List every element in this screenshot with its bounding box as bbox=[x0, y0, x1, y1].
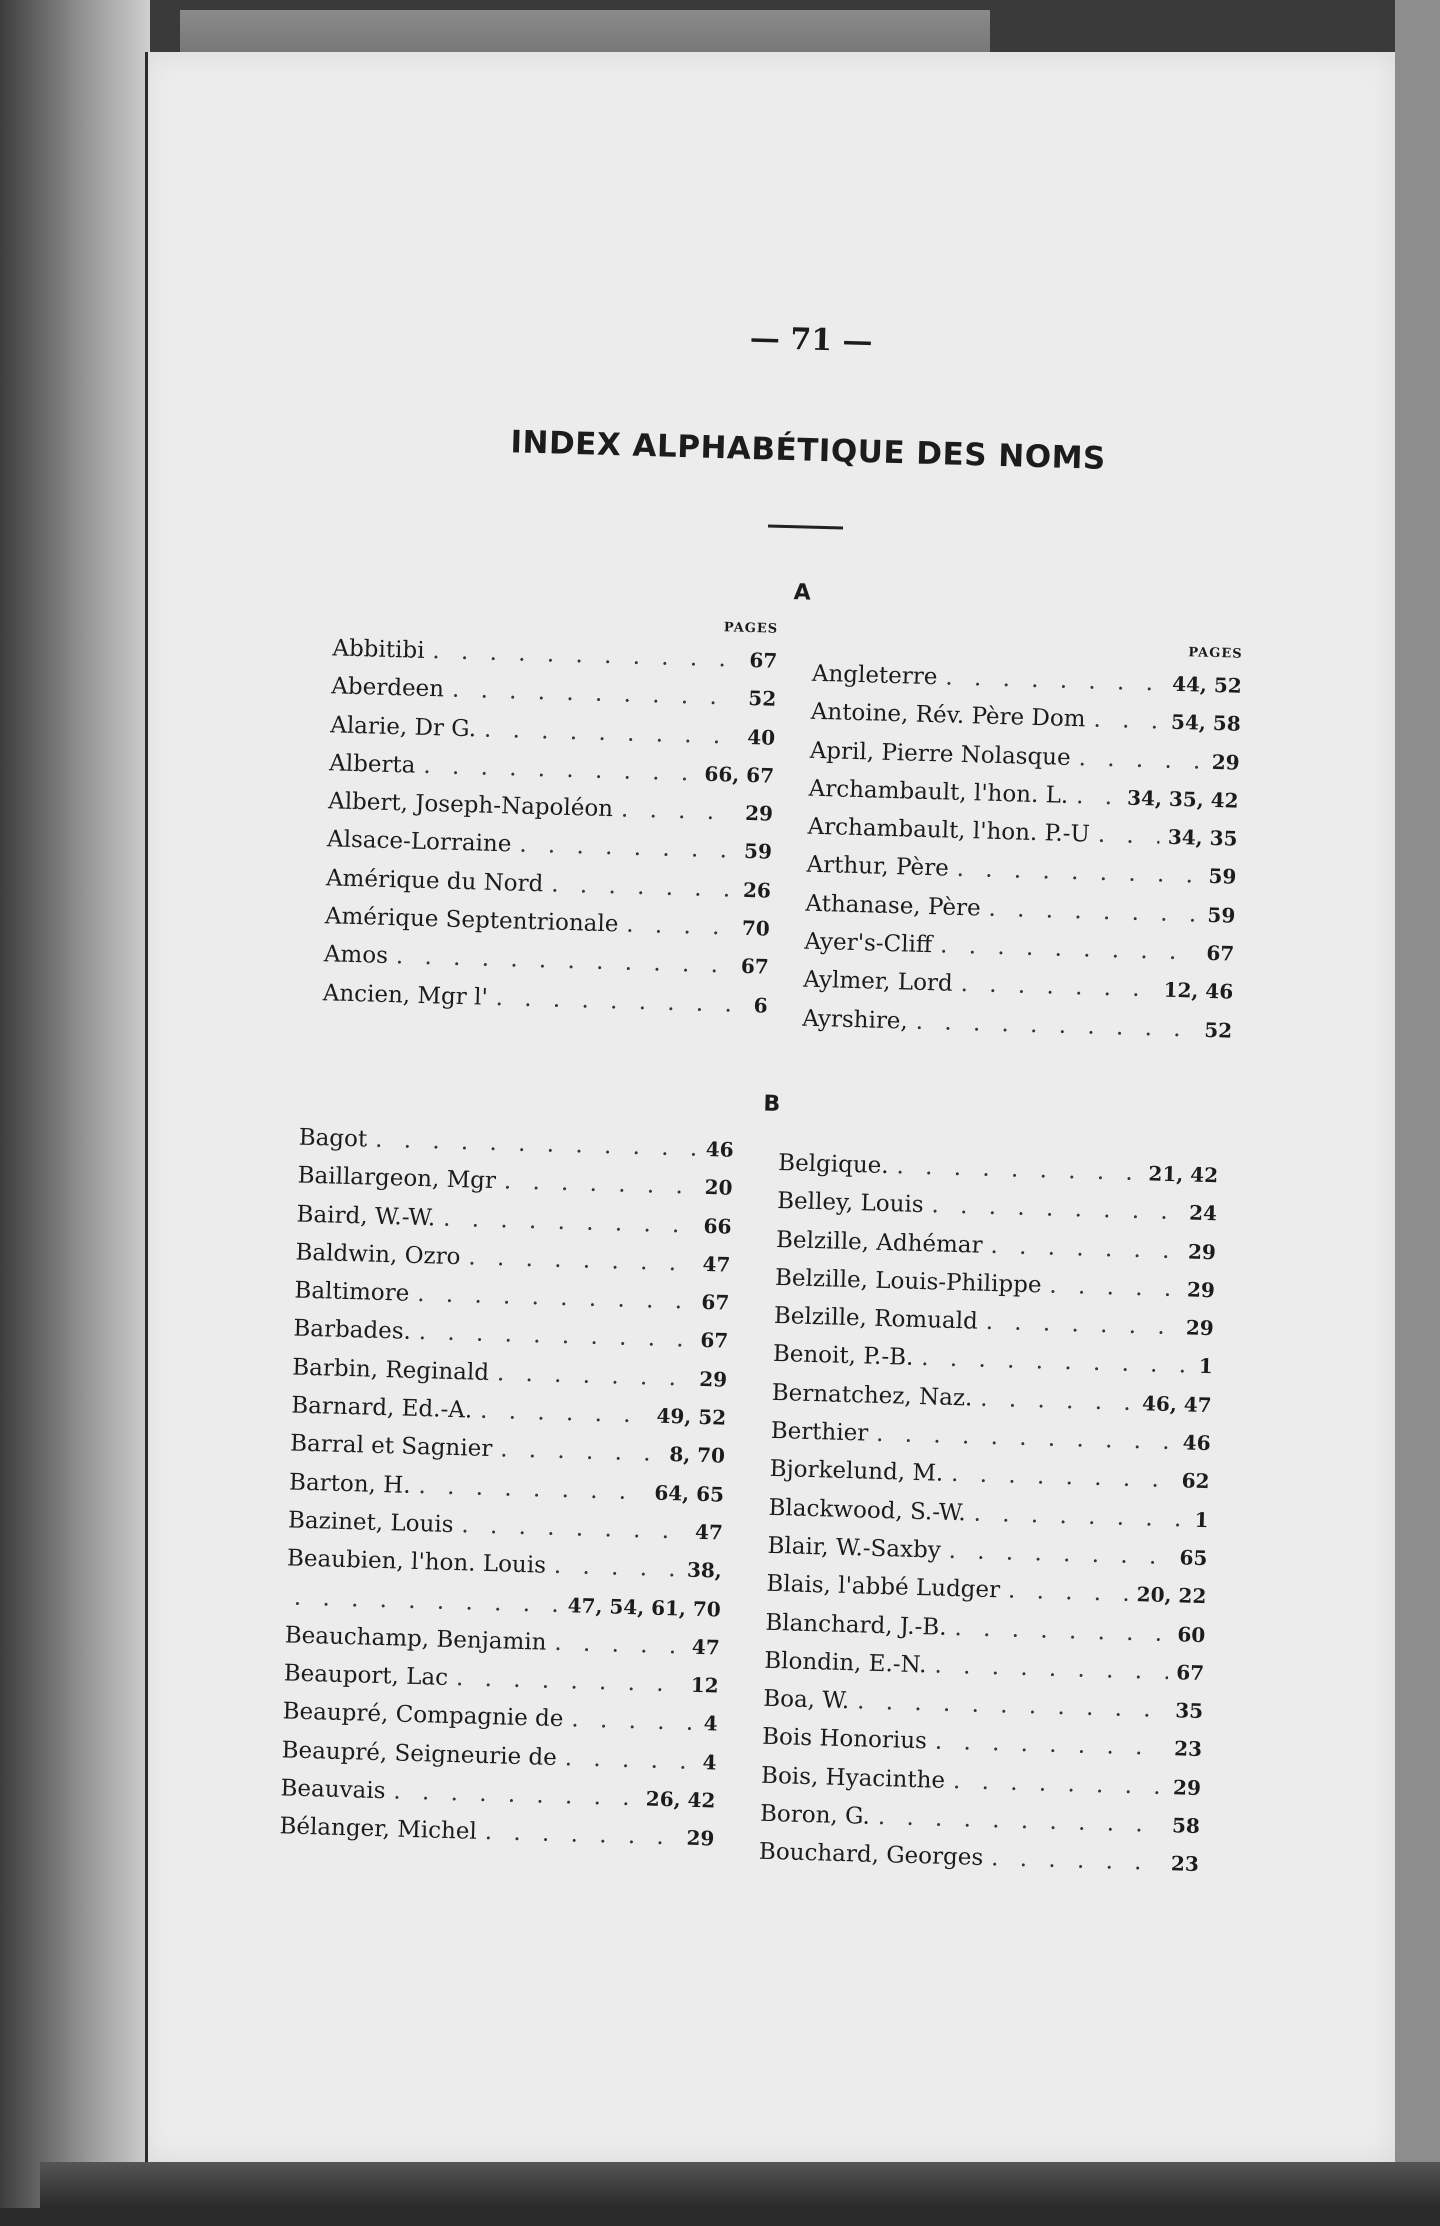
index-entry-pages: 20 bbox=[704, 1175, 733, 1201]
index-entry-pages: 26, 42 bbox=[645, 1786, 716, 1813]
index-entry-pages: 52 bbox=[1203, 1017, 1233, 1043]
index-entry-pages: 58 bbox=[1171, 1813, 1201, 1839]
index-entry-name: Belley, Louis bbox=[776, 1188, 924, 1219]
index-entry-pages: 8, 70 bbox=[669, 1442, 726, 1468]
dot-leader bbox=[935, 1729, 1167, 1761]
index-entry-name: Amos bbox=[323, 941, 389, 970]
index-entry-name: Baird, W.-W. bbox=[296, 1201, 436, 1232]
index-entry-pages: 29 bbox=[1211, 749, 1240, 775]
dot-leader bbox=[960, 971, 1156, 1002]
index-entry-pages: 67 bbox=[1206, 940, 1235, 966]
page-title: INDEX ALPHABÉTIQUE DES NOMS bbox=[510, 424, 1107, 477]
index-entry-name: Beauvais bbox=[280, 1775, 386, 1805]
dot-leader bbox=[956, 856, 1201, 889]
index-entry-pages: 59 bbox=[743, 839, 773, 865]
index-entry-pages: 66, 67 bbox=[704, 761, 775, 788]
index-entry-name: Athanase, Père bbox=[805, 890, 981, 922]
dot-leader bbox=[953, 1768, 1166, 1800]
index-entry-name: Bazinet, Louis bbox=[287, 1507, 454, 1539]
index-entry-name: Belzille, Romuald bbox=[773, 1303, 979, 1335]
dot-leader bbox=[896, 1153, 1141, 1186]
dot-leader bbox=[1093, 707, 1163, 735]
dot-leader bbox=[988, 896, 1200, 928]
dot-leader bbox=[564, 1745, 694, 1775]
index-entry-name: Belgique. bbox=[777, 1149, 889, 1180]
index-entry-pages: 67 bbox=[700, 1328, 729, 1354]
dot-leader bbox=[934, 1652, 1169, 1685]
index-entry-name: Angleterre bbox=[811, 660, 938, 691]
index-entry-name: Ayrshire, bbox=[801, 1005, 909, 1035]
dot-leader bbox=[621, 797, 738, 826]
index-entry-pages: 46 bbox=[705, 1136, 734, 1162]
dot-leader bbox=[571, 1707, 696, 1736]
index-entry-name: Belzille, Louis-Philippe bbox=[774, 1264, 1042, 1299]
index-entry-name: Alberta bbox=[328, 750, 416, 779]
dot-leader bbox=[484, 1819, 678, 1850]
index-entry-pages: 47 bbox=[691, 1634, 721, 1660]
index-entry-name: Blackwood, S.-W. bbox=[768, 1494, 967, 1527]
index-entry-pages: 12, 46 bbox=[1163, 978, 1234, 1004]
index-entry-pages: 54, 58 bbox=[1170, 710, 1242, 737]
index-entry-pages: 1 bbox=[1194, 1507, 1209, 1532]
index-entry-name: Boa, W. bbox=[762, 1685, 850, 1715]
index-entry-name: Baltimore bbox=[294, 1277, 410, 1307]
index-entry-name: Benoit, P.-B. bbox=[772, 1341, 914, 1372]
index-entry-name: Bernatchez, Naz. bbox=[771, 1379, 973, 1412]
index-entry-pages: 59 bbox=[1207, 902, 1236, 928]
index-entry-name: Barton, H. bbox=[288, 1469, 411, 1499]
index-entry-name: Archambault, l'hon. P.-U bbox=[807, 813, 1091, 848]
index-entry-name: Alsace-Lorraine bbox=[326, 826, 512, 858]
dot-leader bbox=[991, 1846, 1164, 1877]
index-entry-pages: 46 bbox=[1182, 1430, 1211, 1456]
index-entry-name: Bélanger, Michel bbox=[279, 1813, 478, 1846]
index-entry-name: Ayer's-Cliff bbox=[804, 928, 933, 959]
dot-leader bbox=[985, 1309, 1178, 1340]
index-entry-pages: 24 bbox=[1188, 1200, 1218, 1226]
index-entry-name: Blair, W.-Saxby bbox=[767, 1532, 942, 1564]
index-entry-name: Abbitibi bbox=[332, 635, 425, 664]
index-entry-pages: 66 bbox=[703, 1213, 732, 1239]
index-entry-name: Beaupré, Compagnie de bbox=[282, 1698, 564, 1733]
index-entry-pages: 64, 65 bbox=[654, 1480, 725, 1507]
index-entry-pages: 29 bbox=[1186, 1277, 1216, 1303]
index-entry-pages: 60 bbox=[1177, 1621, 1206, 1647]
index-entry-name: Barnard, Ed.-A. bbox=[290, 1392, 473, 1424]
index-entry-name: Amérique du Nord bbox=[325, 865, 544, 898]
index-entry-pages: 34, 35, 42 bbox=[1126, 785, 1239, 813]
index-entry-name: Berthier bbox=[770, 1417, 869, 1447]
dot-leader bbox=[461, 1512, 687, 1544]
index-entry-pages: 29 bbox=[1172, 1774, 1202, 1800]
index-entry-pages: 44, 52 bbox=[1171, 671, 1243, 698]
dot-leader bbox=[504, 1169, 698, 1200]
index-entry-pages: 67 bbox=[701, 1290, 730, 1315]
index-entry-pages: 67 bbox=[1176, 1660, 1205, 1685]
section-a-left-column bbox=[322, 620, 779, 1030]
index-entry-pages: 70 bbox=[741, 915, 771, 941]
title-rule bbox=[768, 524, 843, 529]
section-b-right-column bbox=[758, 1150, 1218, 1890]
dot-leader bbox=[980, 1385, 1134, 1415]
index-entry-pages: 23 bbox=[1170, 1851, 1200, 1877]
index-entry-pages: 29 bbox=[686, 1826, 715, 1851]
index-entry-pages: 38, bbox=[686, 1557, 723, 1583]
dot-leader bbox=[519, 832, 736, 864]
section-letter-a: A bbox=[793, 580, 812, 606]
dot-leader bbox=[626, 912, 734, 941]
index-entry-name: Ancien, Mgr l' bbox=[322, 979, 489, 1011]
dot-leader bbox=[1098, 822, 1161, 850]
index-entry-name: Bouchard, Georges bbox=[758, 1839, 984, 1872]
section-a-right-column bbox=[801, 645, 1243, 1056]
dot-leader bbox=[393, 1779, 638, 1812]
dot-leader bbox=[375, 1127, 698, 1162]
index-entry-pages: 46, 47 bbox=[1141, 1391, 1212, 1417]
index-entry-pages: 52 bbox=[748, 686, 777, 712]
index-entry-name: Albert, Joseph-Napoléon bbox=[327, 788, 614, 823]
index-entry-pages: 29 bbox=[1187, 1239, 1217, 1264]
index-entry-name: Beaupré, Seigneurie de bbox=[281, 1737, 558, 1771]
index-entry-pages: 47 bbox=[694, 1519, 724, 1545]
index-entry-name: Bjorkelund, M. bbox=[769, 1456, 944, 1488]
index-entry-name: Blondin, E.-N. bbox=[763, 1647, 927, 1679]
index-entry-pages: 62 bbox=[1181, 1468, 1210, 1494]
pages-column-header: PAGES bbox=[1188, 645, 1243, 662]
index-entry-name: Barbin, Reginald bbox=[291, 1354, 490, 1386]
index-entry-pages: 20, 22 bbox=[1136, 1582, 1207, 1609]
index-entry-name: Antoine, Rév. Père Dom bbox=[810, 699, 1086, 733]
dot-leader bbox=[554, 1630, 684, 1660]
index-entry-pages: 12 bbox=[690, 1672, 719, 1698]
index-entry-pages: 67 bbox=[749, 647, 778, 673]
index-entry-pages: 35 bbox=[1174, 1698, 1204, 1724]
dot-leader bbox=[418, 1473, 647, 1505]
index-entry-name: Boron, G. bbox=[759, 1800, 871, 1830]
index-entry-pages: 29 bbox=[699, 1366, 728, 1392]
index-entry-name: Barbades. bbox=[293, 1315, 412, 1346]
index-entry-name: Belzille, Adhémar bbox=[775, 1226, 983, 1259]
dot-leader bbox=[554, 1553, 680, 1582]
index-entry-name: Beaubien, l'hon. Louis bbox=[286, 1545, 547, 1579]
index-entry-pages: 23 bbox=[1173, 1736, 1203, 1762]
index-entry-pages: 4 bbox=[703, 1711, 718, 1736]
dot-leader bbox=[954, 1615, 1170, 1647]
index-entry-name: Amérique Septentrionale bbox=[324, 903, 619, 938]
index-entry-pages: 34, 35 bbox=[1167, 824, 1238, 851]
index-entry-name: Alarie, Dr G. bbox=[329, 711, 477, 742]
dot-leader bbox=[973, 1500, 1187, 1532]
dot-leader bbox=[1078, 745, 1204, 774]
index-entry-name: Bois, Hyacinthe bbox=[760, 1762, 946, 1794]
dot-leader bbox=[468, 1244, 695, 1276]
pages-column-header: PAGES bbox=[723, 620, 779, 637]
index-entry-pages: 67 bbox=[740, 954, 770, 980]
section-letter-b: B bbox=[763, 1091, 781, 1118]
index-entry-name: Aberdeen bbox=[331, 673, 445, 703]
index-entry-pages: 1 bbox=[1198, 1354, 1214, 1379]
index-entry-pages: 47, 54, 61, 70 bbox=[567, 1592, 722, 1622]
index-entry-name: Arthur, Père bbox=[806, 852, 950, 883]
dot-leader bbox=[456, 1665, 683, 1697]
index-entry-pages: 49, 52 bbox=[656, 1403, 727, 1430]
dot-leader bbox=[500, 1437, 662, 1467]
index-entry-pages: 59 bbox=[1208, 864, 1237, 890]
index-entry-name: Archambault, l'hon. L. bbox=[808, 775, 1069, 809]
index-entry-name: Baillargeon, Mgr bbox=[297, 1162, 497, 1195]
dot-leader bbox=[480, 1398, 649, 1429]
index-entry-pages: 40 bbox=[746, 724, 776, 750]
section-b-left-column bbox=[279, 1125, 734, 1865]
dot-leader bbox=[990, 1233, 1180, 1264]
index-entry-name: Beauchamp, Benjamin bbox=[284, 1622, 547, 1656]
dot-leader bbox=[1049, 1272, 1179, 1302]
index-entry-name: Bois Honorius bbox=[761, 1724, 928, 1755]
dot-leader bbox=[951, 1461, 1174, 1493]
index-entry-name: Baldwin, Ozro bbox=[295, 1239, 461, 1271]
index-entry-name: Bagot bbox=[298, 1124, 368, 1153]
index-entry-pages: 6 bbox=[753, 992, 768, 1018]
dot-leader bbox=[497, 1360, 692, 1391]
index-entry-pages: 21, 42 bbox=[1148, 1161, 1219, 1188]
index-entry-name: Blais, l'abbé Ludger bbox=[766, 1571, 1001, 1604]
index-entry-name: Aylmer, Lord bbox=[802, 966, 954, 998]
dot-leader bbox=[1076, 783, 1120, 810]
page-number: — 71 — bbox=[749, 320, 874, 360]
index-entry-pages: 26 bbox=[742, 877, 772, 903]
index-entry-pages: 29 bbox=[1185, 1315, 1215, 1341]
dot-leader bbox=[551, 871, 735, 902]
index-entry-name: Barral et Sagnier bbox=[289, 1430, 493, 1463]
index-entry-pages: 29 bbox=[744, 801, 774, 826]
index-entry-name: April, Pierre Nolasque bbox=[809, 737, 1072, 771]
dot-leader bbox=[945, 664, 1164, 696]
dot-leader bbox=[432, 638, 742, 673]
dot-leader bbox=[948, 1538, 1172, 1570]
dot-leader bbox=[1008, 1578, 1129, 1607]
index-entry-name: Beauport, Lac bbox=[283, 1660, 449, 1692]
dot-leader bbox=[495, 985, 746, 1018]
index-entry-name: Blanchard, J.-B. bbox=[765, 1609, 947, 1641]
index-entry-pages: 65 bbox=[1179, 1545, 1208, 1571]
index-entry-pages: 47 bbox=[702, 1251, 731, 1277]
dot-leader bbox=[931, 1193, 1181, 1226]
index-entry-pages: 4 bbox=[702, 1749, 717, 1775]
